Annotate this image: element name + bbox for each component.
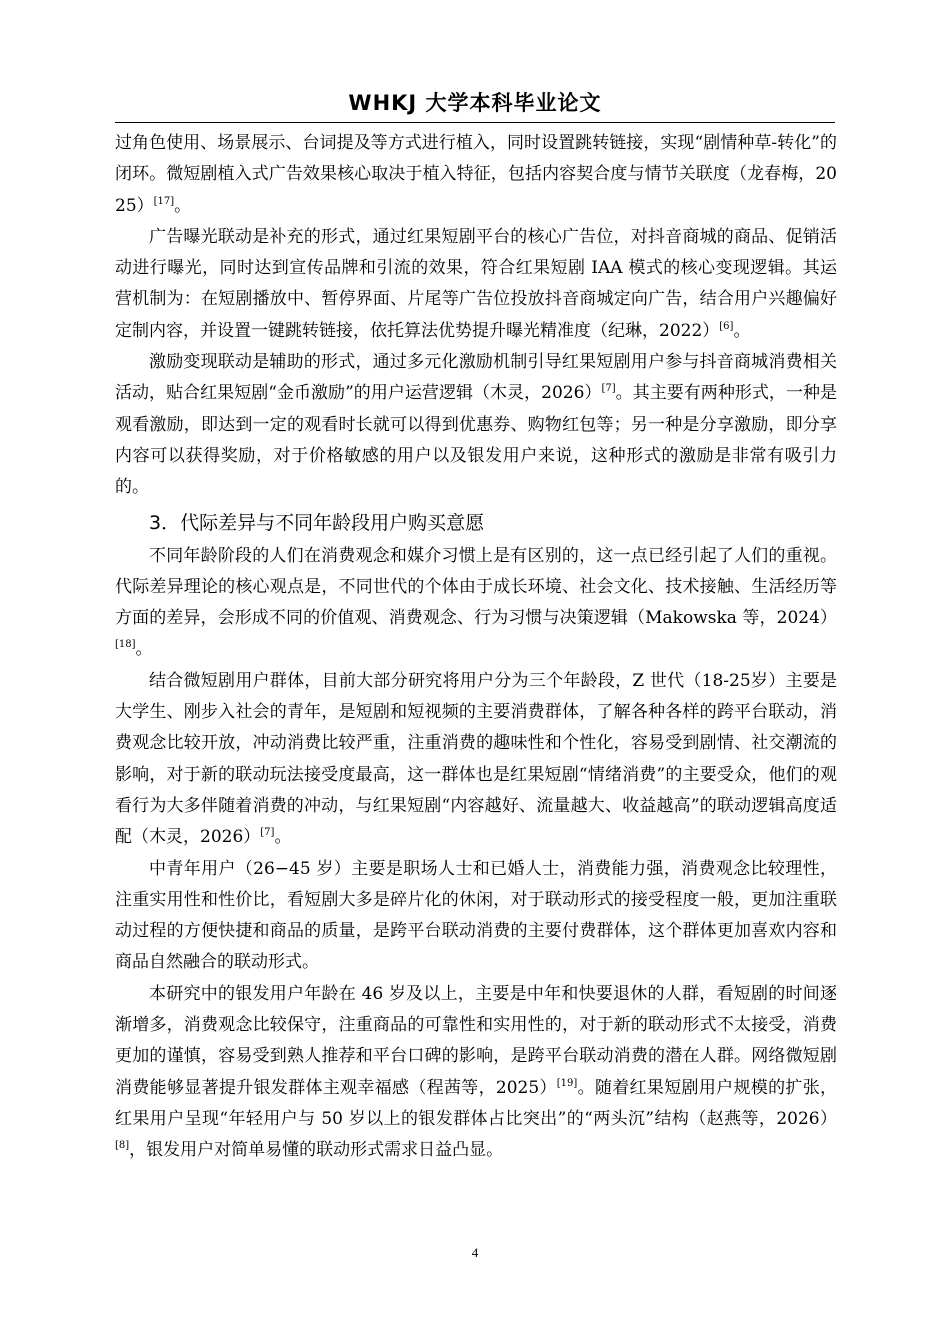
paragraph-text: 。 (135, 639, 153, 660)
paragraph-text: 结合微短剧用户群体，目前大部分研究将用户分为三个年龄段，Z 世代（18-25岁）主要是大学生、刚步入社会的青年，是短剧和短视频的主要消费群体，了解各种各样的跨平台联动，消费观念比较开放，冲动消费比较严重，注重消费的趣味性和个性化，容易受到剧情、社交潮流的影响，对于新的联动玩法接受度最高，这一群体也是红果短剧“情绪消费”的主要受众，他们的观看行为大多伴随着消费的冲动，与红果短剧“内容越好、流量越大、收益越高”的联动逻辑高度适配（木灵，2026） (115, 670, 837, 848)
paragraph-text: 广告曝光联动是补充的形式，通过红果短剧平台的核心广告位，对抖音商城的商品、促销活动进行曝光，同时达到宣传品牌和引流的效果，符合红果短剧 IAA 模式的核心变现逻辑。其运营机制为：在短剧播放中、暂停界面、片尾等广告位投放抖音商城定向广告，结合用户兴趣偏好定制内容，并设置一键跳转链接，依托算法优势提升曝光精准度（纪琳，2022） (115, 226, 837, 341)
paragraph-text: ，银发用户对简单易懂的联动形式需求日益凸显。 (129, 1140, 504, 1161)
paragraph (115, 347, 837, 503)
citation: [17] (153, 195, 175, 207)
paragraph-text: 不同年龄阶段的人们在消费观念和媒介习惯上是有区别的，这一点已经引起了人们的重视。代际差异理论的核心观点是，不同世代的个体由于成长环境、社会文化、技术接触、生活经历等方面的差异，会形成不同的价值观、消费观念、行为习惯与决策逻辑（Makowska 等，2024） (115, 545, 837, 629)
paragraph-text: 中青年用户（26−45 岁）主要是职场人士和已婚人士，消费能力强，消费观念比较理性，注重实用性和性价比，看短剧大多是碎片化的休闲，对于联动形式的接受程度一般，更加注重联动过程的方便快捷和商品的质量，是跨平台联动消费的主要付费群体，这个群体更加喜欢内容和商品自然融合的联动形式。 (115, 858, 837, 973)
header-title: WHKJ 大学本科毕业论文 (348, 91, 602, 115)
section-heading: 3．代际差异与不同年龄段用户购买意愿 (149, 511, 485, 534)
paragraph-text: 过角色使用、场景展示、台词提及等方式进行植入，同时设置跳转链接，实现“剧情种草-转化”的闭环。微短剧植入式广告效果核心取决于植入特征，包括内容契合度与情节关联度（龙春梅，2025） (115, 133, 837, 216)
citation: [8] (115, 1140, 130, 1152)
paragraph (115, 666, 837, 854)
citation: [19] (556, 1077, 578, 1089)
citation: [7] (260, 827, 275, 839)
paragraph-text: 激励变现联动是辅助的形式，通过多元化激励机制引导红果短剧用户参与抖音商城消费相关活动，贴合红果短剧“金币激励”的用户运营逻辑（木灵，2026） (115, 352, 837, 404)
citation: [7] (601, 383, 616, 395)
citation: [6] (719, 320, 734, 332)
paragraph (115, 541, 837, 666)
paragraph-text: 。 (174, 195, 192, 216)
paragraph-text: 。 (733, 320, 751, 341)
page-header (115, 88, 835, 123)
paragraph-text: 。其主要有两种形式，一种是观看激励，即达到一定的观看时长就可以得到优惠券、购物红包等；另一种是分享激励，即分享内容可以获得奖励，对于价格敏感的用户以及银发用户来说，这种形式的激励是非常有吸引力的。 (115, 383, 837, 498)
paragraph (115, 222, 837, 347)
paragraph-text: 。随着红果短剧用户规模的扩张，红果用户呈现“年轻用户与 50 岁以上的银发群体占比突出”的“两头沉”结构（赵燕等，2026） (115, 1077, 838, 1129)
paragraph (115, 128, 837, 222)
paragraph-text: 本研究中的银发用户年龄在 46 岁及以上，主要是中年和快要退休的人群，看短剧的时间逐渐增多，消费观念比较保守，注重商品的可靠性和实用性的，对于新的联动形式不太接受，消费更加的谨慎，容易受到熟人推荐和平台口碑的影响，是跨平台联动消费的潜在人群。网络微短剧消费能够显著提升银发群体主观幸福感（程茜等，2025） (115, 983, 837, 1098)
page-number: 4 (471, 1245, 479, 1260)
citation: [18] (115, 639, 136, 651)
paragraph-text: 。 (274, 827, 292, 848)
document-body (115, 128, 837, 1167)
paragraph (115, 979, 837, 1167)
paragraph (115, 854, 837, 979)
